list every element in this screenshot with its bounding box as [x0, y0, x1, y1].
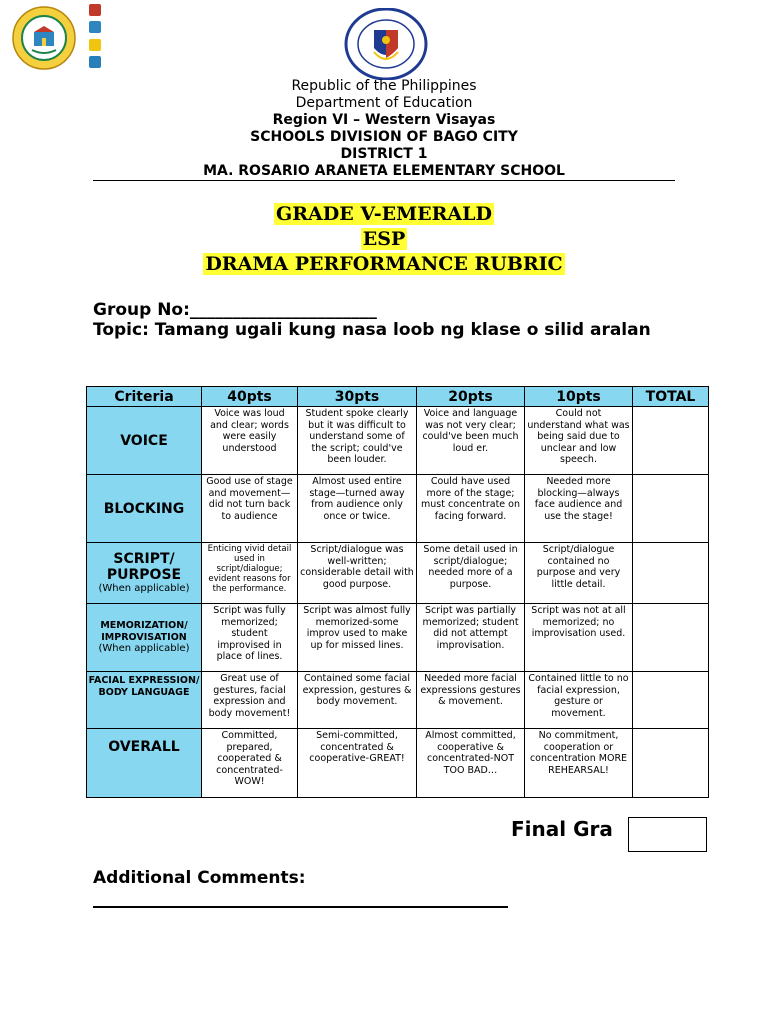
score-cell: Could not understand what was being said due to unclear and low speech. — [525, 407, 633, 475]
header-total: TOTAL — [633, 387, 709, 407]
score-cell: Script/dialogue was well-written; considerable detail with good purpose. — [298, 543, 417, 604]
score-cell: Great use of gestures, facial expression and body movement! — [202, 672, 298, 729]
topic-line: Topic: Tamang ugali kung nasa loob ng klase o silid aralan — [93, 320, 651, 340]
score-cell: Script was not at all memorized; no improvisation used. — [525, 604, 633, 672]
header-40pts: 40pts — [202, 387, 298, 407]
score-cell: Script was partially memorized; student did not attempt improvisation. — [417, 604, 525, 672]
table-row — [87, 604, 709, 672]
criteria-cell — [87, 475, 202, 543]
header-school: MA. ROSARIO ARANETA ELEMENTARY SCHOOL — [203, 163, 565, 179]
score-cell: Committed, prepared, cooperated & concentrated-WOW! — [202, 729, 298, 798]
score-cell: Script/dialogue contained no purpose and very little detail. — [525, 543, 633, 604]
table-row — [87, 543, 709, 604]
group-number-field: Group No:______________________ — [93, 300, 377, 320]
final-grade-label: Final Gra — [511, 817, 613, 841]
comments-line[interactable] — [93, 906, 508, 908]
header-criteria: Criteria — [87, 387, 202, 407]
criteria-note: (When applicable) — [98, 643, 190, 654]
total-cell[interactable] — [633, 407, 709, 475]
school-side-icons — [86, 4, 104, 68]
title-rubric: DRAMA PERFORMANCE RUBRIC — [205, 253, 563, 275]
header-region: Region VI – Western Visayas — [272, 112, 496, 128]
header-20pts: 20pts — [417, 387, 525, 407]
score-cell: Some detail used in script/dialogue; needed more of a purpose. — [417, 543, 525, 604]
rubric-table — [86, 386, 709, 798]
group-info — [93, 300, 653, 340]
score-cell: Semi-committed, concentrated & cooperative-GREAT! — [298, 729, 417, 798]
score-cell: Needed more blocking—always face audience and use the stage! — [525, 475, 633, 543]
document-title — [0, 202, 768, 277]
criteria-name: BLOCKING — [103, 500, 185, 517]
total-cell[interactable] — [633, 672, 709, 729]
criteria-name: FACIAL EXPRESSION/ BODY LANGUAGE — [88, 675, 200, 698]
title-subject: ESP — [362, 228, 406, 250]
header-district: DISTRICT 1 — [340, 146, 428, 162]
criteria-cell — [87, 543, 202, 604]
score-cell: Almost used entire stage—turned away from audience only once or twice. — [298, 475, 417, 543]
table-row — [87, 729, 709, 798]
table-header-row — [87, 387, 709, 407]
score-cell: Script was almost fully memorized-some improv used to make up for missed lines. — [298, 604, 417, 672]
total-cell[interactable] — [633, 729, 709, 798]
criteria-name: MEMORIZATION/ IMPROVISATION — [100, 620, 188, 643]
score-cell: Voice and language was not very clear; could've been much loud er. — [417, 407, 525, 475]
criteria-name: VOICE — [120, 432, 168, 449]
score-cell: Could have used more of the stage; must concentrate on facing forward. — [417, 475, 525, 543]
total-cell[interactable] — [633, 604, 709, 672]
school-seal-logo — [12, 6, 76, 70]
total-cell[interactable] — [633, 543, 709, 604]
criteria-name: OVERALL — [108, 739, 180, 755]
score-cell: Enticing vivid detail used in script/dialogue; evident reasons for the performance. — [202, 543, 298, 604]
table-row — [87, 672, 709, 729]
criteria-cell — [87, 672, 202, 729]
additional-comments-label: Additional Comments: — [93, 868, 306, 888]
score-cell: Script was fully memorized; student improvised in place of lines. — [202, 604, 298, 672]
criteria-cell — [87, 729, 202, 798]
letterhead — [0, 78, 768, 180]
final-grade-box[interactable] — [628, 817, 707, 852]
score-cell: Student spoke clearly but it was difficult to understand some of the script; could've been louder. — [298, 407, 417, 475]
criteria-cell — [87, 407, 202, 475]
score-cell: Contained some facial expression, gestures & body movement. — [298, 672, 417, 729]
table-row — [87, 407, 709, 475]
header-divider — [93, 180, 675, 181]
score-cell: Good use of stage and movement—did not turn back to audience — [202, 475, 298, 543]
criteria-name: SCRIPT/ PURPOSE — [106, 551, 182, 583]
score-cell: Contained little to no facial expression, gesture or movement. — [525, 672, 633, 729]
table-row — [87, 475, 709, 543]
header-republic: Republic of the Philippines — [291, 78, 477, 94]
header-10pts: 10pts — [525, 387, 633, 407]
total-cell[interactable] — [633, 475, 709, 543]
deped-seal-logo — [344, 8, 428, 80]
score-cell: No commitment, cooperation or concentration MORE REHEARSAL! — [525, 729, 633, 798]
score-cell: Needed more facial expressions gestures & movement. — [417, 672, 525, 729]
title-grade: GRADE V-EMERALD — [276, 203, 492, 225]
header-30pts: 30pts — [298, 387, 417, 407]
header-department: Department of Education — [295, 95, 473, 111]
score-cell: Almost committed, cooperative & concentrated-NOT TOO BAD… — [417, 729, 525, 798]
score-cell: Voice was loud and clear; words were easily understood — [202, 407, 298, 475]
criteria-note: (When applicable) — [98, 583, 190, 594]
criteria-cell — [87, 604, 202, 672]
header-division: SCHOOLS DIVISION OF BAGO CITY — [250, 129, 518, 145]
